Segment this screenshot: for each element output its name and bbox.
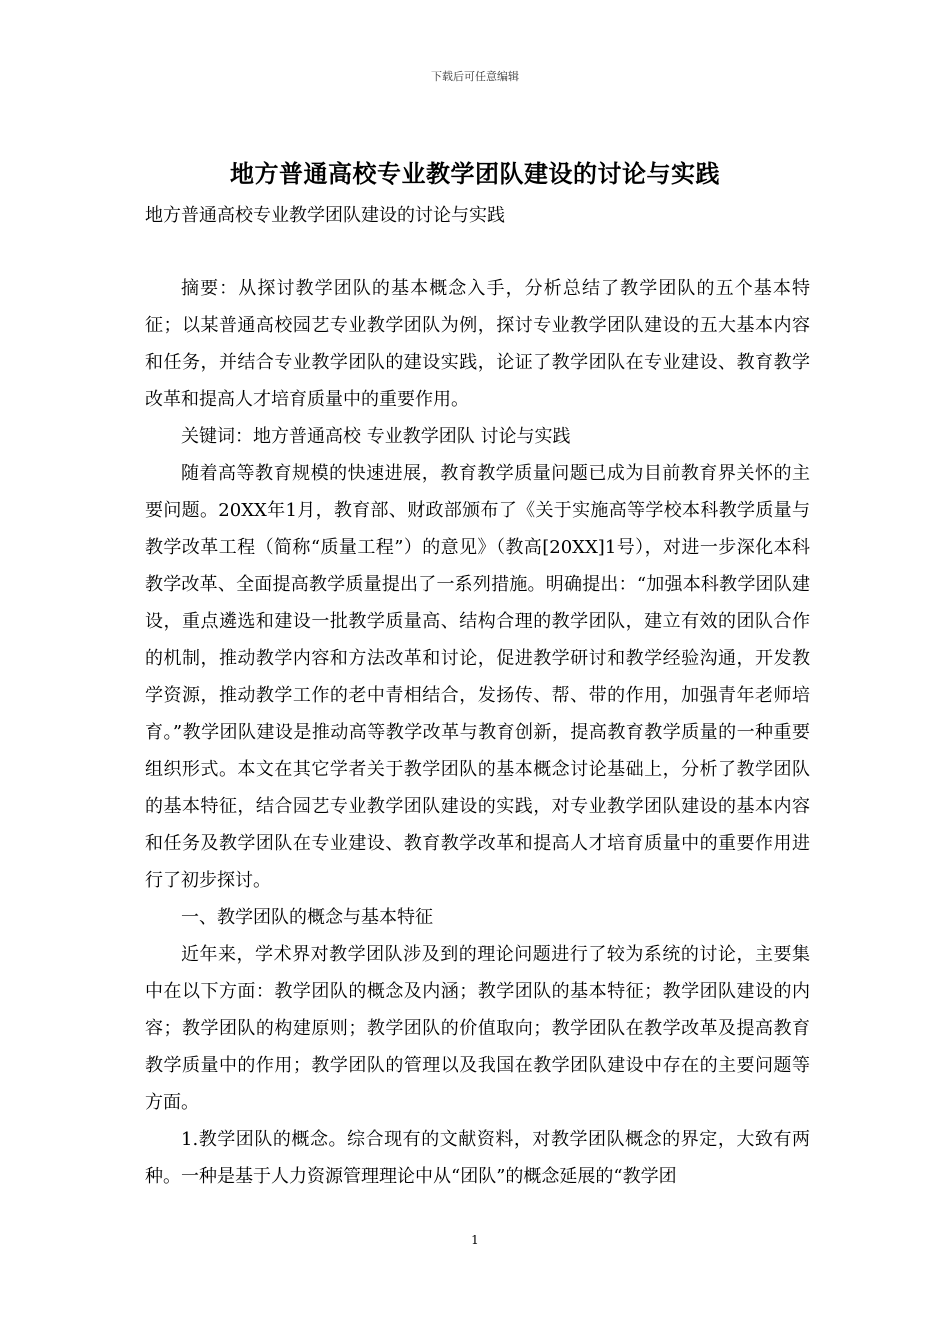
section-heading: 一、教学团队的概念与基本特征	[181, 907, 433, 928]
document-title: 地方普通高校专业教学团队建设的讨论与实践	[230, 159, 720, 188]
abstract-paragraph: 摘要：从探讨教学团队的基本概念入手，分析总结了教学团队的五个基本特征；以某普通高校园艺专业教学团队为例，探讨专业教学团队建设的五大基本内容和任务，并结合专业教学团队的建设实践，论证了教学团队在专业建设、教育教学改革和提高人才培育质量中的重要作用。	[145, 278, 810, 410]
keywords-paragraph: 关键词：地方普通高校 专业教学团队 讨论与实践	[181, 426, 571, 447]
document-body	[145, 270, 810, 1195]
body-paragraph: 1.教学团队的概念。综合现有的文献资料，对教学团队概念的界定，大致有两种。一种是基于人力资源管理理论中从“团队”的概念延展的“教学团	[145, 1129, 810, 1187]
document-subtitle: 地方普通高校专业教学团队建设的讨论与实践	[145, 205, 505, 226]
page-number: 1	[471, 1233, 479, 1247]
page-header-note: 下载后可任意编辑	[431, 70, 519, 83]
body-paragraph: 近年来，学术界对教学团队涉及到的理论问题进行了较为系统的讨论，主要集中在以下方面：教学团队的概念及内涵；教学团队的基本特征；教学团队建设的内容；教学团队的构建原则；教学团队的价值取向；教学团队在教学改革及提高教育教学质量中的作用；教学团队的管理以及我国在教学团队建设中存在的主要问题等方面。	[145, 944, 810, 1113]
introduction-paragraph: 随着高等教育规模的快速进展，教育教学质量问题已成为目前教育界关怀的主要问题。20XX年1月，教育部、财政部颁布了《关于实施高等学校本科教学质量与教学改革工程（简称“质量工程”）的意见》（教高[20XX]1号），对进一步深化本科教学改革、全面提高教学质量提出了一系列措施。明确提出：“加强本科教学团队建设，重点遴选和建设一批教学质量高、结构合理的教学团队，建立有效的团队合作的机制，推动教学内容和方法改革和讨论，促进教学研讨和教学经验沟通，开发教学资源，推动教学工作的老中青相结合，发扬传、帮、带的作用，加强青年老师培育。”教学团队建设是推动高等教学改革与教育创新，提高教育教学质量的一种重要组织形式。本文在其它学者关于教学团队的基本概念讨论基础上，分析了教学团队的基本特征，结合园艺专业教学团队建设的实践，对专业教学团队建设的基本内容和任务及教学团队在专业建设、教育教学改革和提高人才培育质量中的重要作用进行了初步探讨。	[145, 463, 810, 891]
